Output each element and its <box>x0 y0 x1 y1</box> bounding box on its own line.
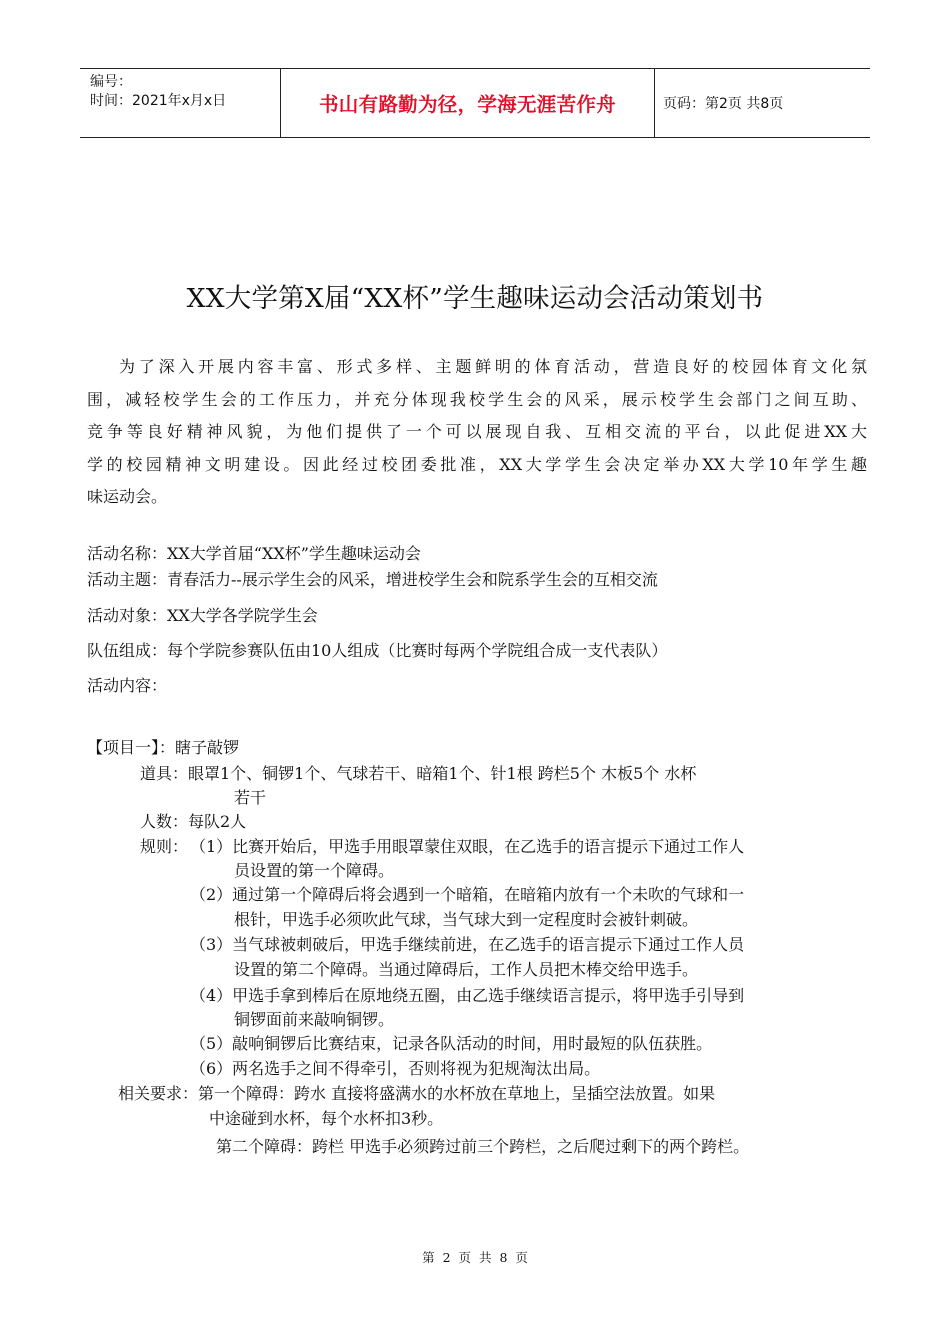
header-motto-cell <box>281 69 655 137</box>
intro-line: 味运动会。 <box>87 487 168 507</box>
document-title: XX大学第X届“XX杯”学生趣味运动会活动策划书 <box>186 283 764 314</box>
rule-item: （2）通过第一个障碍后将会遇到一个暗箱，在暗箱内放有一个未吹的气球和一 <box>190 885 745 904</box>
team-composition: 队伍组成：每个学院参赛队伍由10人组成（比赛时每两个学院组合成一支代表队） <box>87 641 668 660</box>
project-heading: 【项目一】：瞎子敲锣 <box>87 738 240 757</box>
intro-line: 为了深入开展内容丰富、形式多样、主题鲜明的体育活动，营造良好的校园体育文化氛 <box>119 357 867 376</box>
requirement-line: 第二个障碍：跨栏 甲选手必须跨过前三个跨栏，之后爬过剩下的两个跨栏。 <box>216 1137 750 1156</box>
requirement-line-cont: 中途碰到水杯，每个水杯扣3秒。 <box>209 1109 444 1128</box>
header-meta <box>80 69 281 137</box>
rule-item: （5）敲响铜锣后比赛结束，记录各队活动的时间，用时最短的队伍获胜。 <box>190 1034 713 1053</box>
rule-item: （1）比赛开始后，甲选手用眼罩蒙住双眼，在乙选手的语言提示下通过工作人 <box>190 837 745 856</box>
page-header <box>80 68 870 138</box>
rule-item-cont: 设置的第二个障碍。当通过障碍后，工作人员把木棒交给甲选手。 <box>234 960 699 979</box>
rule-item: （6）两名选手之间不得牵引，否则将视为犯规淘汰出局。 <box>190 1059 601 1078</box>
date-label: 时间：2021年x月x日 <box>90 93 227 109</box>
people-line: 人数：每队2人 <box>140 812 247 831</box>
intro-line: 竞争等良好精神风貌，为他们提供了一个可以展现自我、互相交流的平台，以此促进XX大 <box>87 422 867 442</box>
rule-item-cont: 根针，甲选手必须吹此气球，当气球大到一定程度时会被针刺破。 <box>234 910 699 929</box>
activity-theme: 活动主题：青春活力--展示学生会的风采，增进校学生会和院系学生会的互相交流 <box>87 570 658 589</box>
rule-item-cont: 铜锣面前来敲响铜锣。 <box>234 1010 395 1029</box>
activity-target: 活动对象：XX大学各学院学生会 <box>87 606 318 625</box>
page-footer: 第 2 页 共 8 页 <box>422 1250 528 1265</box>
intro-paragraph <box>87 351 867 514</box>
props-line-cont: 若干 <box>234 788 267 807</box>
rule-item-cont: 员设置的第一个障碍。 <box>234 861 395 880</box>
rule-item: （3）当气球被刺破后，甲选手继续前进，在乙选手的语言提示下通过工作人员 <box>190 935 745 954</box>
header-page-cell <box>655 69 870 137</box>
rule-item: （4）甲选手拿到棒后在原地绕五圈，由乙选手继续语言提示，将甲选手引导到 <box>190 986 745 1005</box>
motto: 书山有路勤为径，学海无涯苦作舟 <box>318 93 616 116</box>
number-label: 编号： <box>90 74 132 90</box>
activity-name: 活动名称：XX大学首届“XX杯”学生趣味运动会 <box>87 544 421 563</box>
requirement-line: 相关要求：第一个障碍：跨水 直接将盛满水的水杯放在草地上，呈插空法放置。如果 <box>118 1084 716 1103</box>
props-line: 道具：眼罩1个、铜锣1个、气球若干、暗箱1个、针1根 跨栏5个 木板5个 水杯 <box>140 764 697 783</box>
activity-content-label: 活动内容： <box>87 676 168 695</box>
rules-label: 规则： <box>140 837 189 856</box>
page-label: 页码：第2页 共8页 <box>663 96 784 112</box>
intro-line: 围，减轻校学生会的工作压力，并充分体现我校学生会的风采，展示校学生会部门之间互助、 <box>87 389 867 409</box>
intro-line: 学的校园精神文明建设。因此经过校团委批准，XX大学学生会决定举办XX大学10年学生趣 <box>87 454 867 474</box>
